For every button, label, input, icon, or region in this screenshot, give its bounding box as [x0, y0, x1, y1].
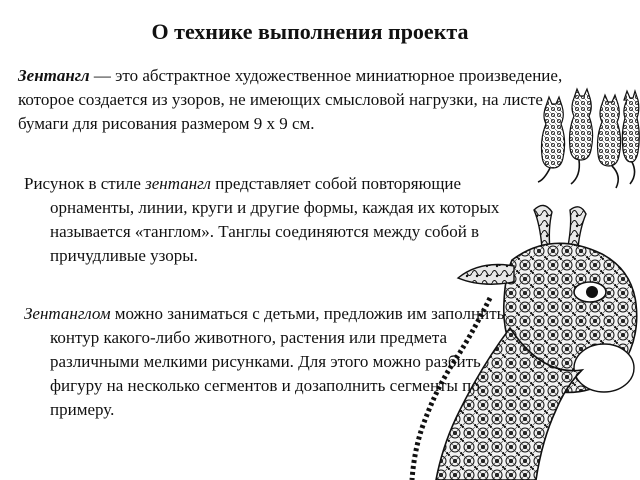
paragraph-1-term: зентангл — [145, 174, 211, 193]
paragraph-1-after: представляет собой повторяющие орнаменты, линии, круги и другие формы, каждая их которых называется «танглом». Танглы соединяются между собой в причудливые узоры. — [50, 174, 500, 265]
paragraph-1-before: Рисунок в стиле — [24, 174, 146, 193]
paragraph-2 — [24, 302, 510, 422]
paragraph-1 — [24, 172, 510, 268]
paragraph-2-after: можно заниматься с детьми, предложив им заполнить контур какого-либо животного, растения или предмета различными мелкими рисунками. Для этого можно разбить фигуру на несколько сегментов и дозаполнить сегменты по примеру. — [50, 304, 505, 419]
intro-term: Зентангл — [18, 66, 90, 85]
paragraph-2-term: Зентанглом — [24, 304, 111, 323]
intro-text: — это абстрактное художественное миниатюрное произведение, которое создается из узоров, не имеющих смысловой нагрузки, на листе бумаги для рисования размером 9 х 9 см. — [18, 66, 563, 133]
intro-paragraph — [18, 64, 578, 136]
page-title: О технике выполнения проекта — [151, 19, 469, 44]
